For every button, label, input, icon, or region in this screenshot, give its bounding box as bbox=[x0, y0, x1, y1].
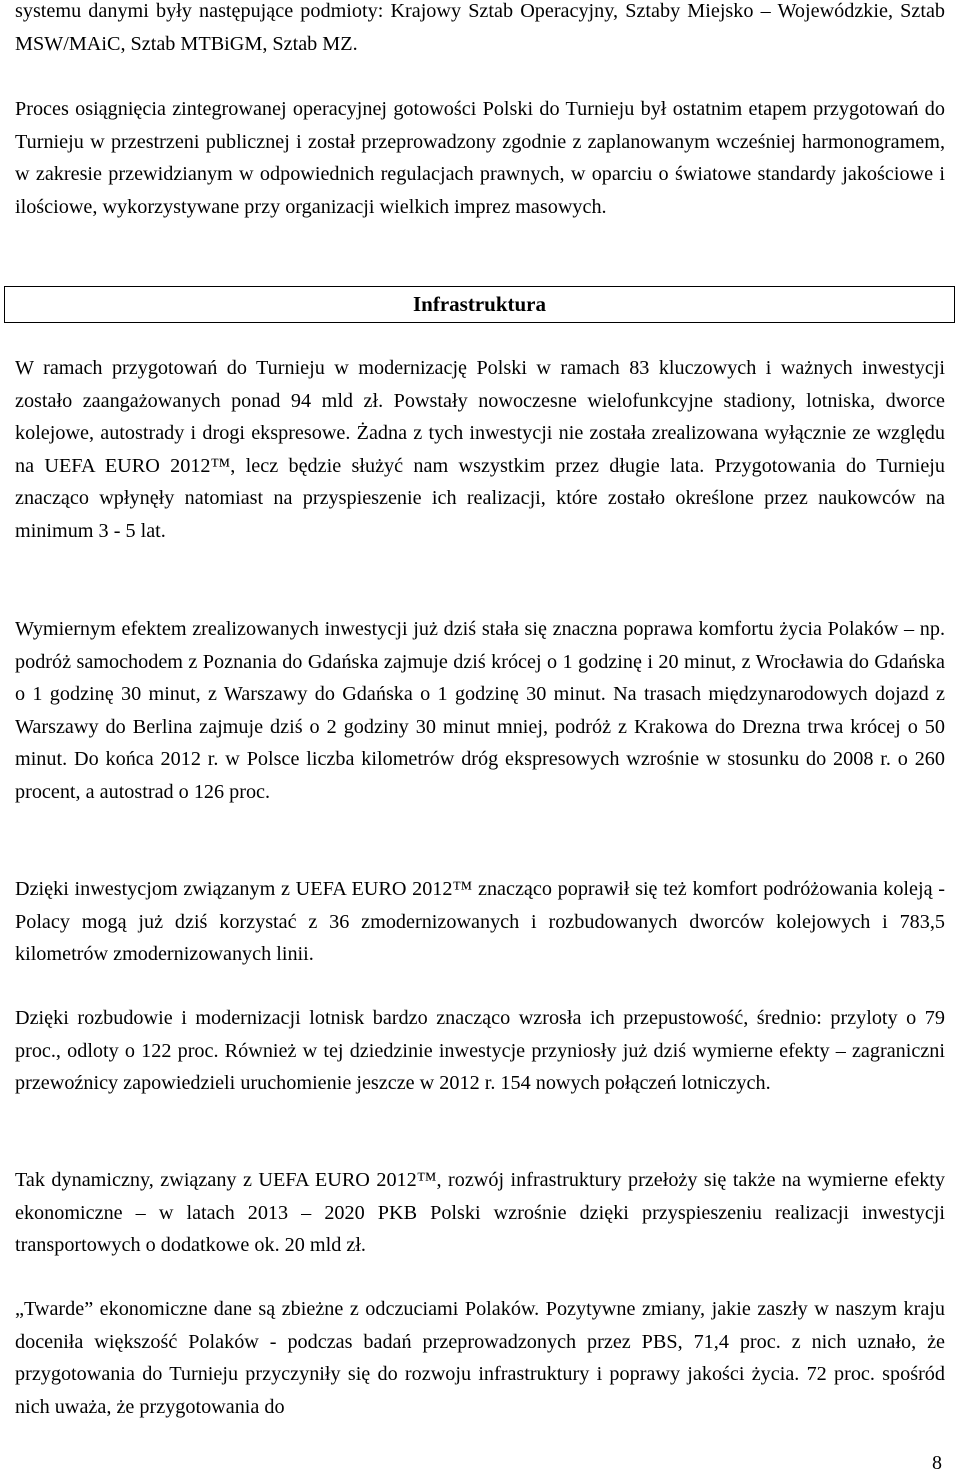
section-heading-box bbox=[4, 286, 955, 323]
paragraph-railways: Dzięki inwestycjom związanym z UEFA EURO 2012™ znacząco poprawił się też komfort podróżowania koleją - Polacy mogą już dziś korzystać z 36 zmodernizowanych i rozbudowanych dworców kolejowych i 783,5 kilometrów zmodernizowanych linii. bbox=[15, 878, 945, 966]
section-heading: Infrastruktura bbox=[412, 292, 546, 316]
paragraph-economy: Tak dynamiczny, związany z UEFA EURO 2012™, rozwój infrastruktury przełoży się także na wymierne efekty ekonomiczne – w latach 2013 – 2020 PKB Polski wzrośnie dzięki przyspieszeniu realizacji inwestycji transportowych o dodatkowe ok. 20 mld zł. bbox=[15, 1169, 945, 1257]
paragraph-travel-comfort: Wymiernym efektem zrealizowanych inwestycji już dziś stała się znaczna poprawa komfortu życia Polaków – np. podróż samochodem z Poznania do Gdańska zajmuje dziś krócej o 1 godzinę i 20 minut, z Wrocławia do Gdańska o 1 godzinę 30 minut, z Warszawy do Gdańska o 1 godzinę 30 minut. Na trasach międzynarodowych dojazd z Warszawy do Berlina zajmuje dziś o 2 godziny 30 minut mniej, podróż z Krakowa do Drezna trwa krócej o 50 minut. Do końca 2012 r. w Polsce liczba kilometrów dróg ekspresowych wzrośnie w stosunku do 2008 r. o 260 procent, a autostrad o 126 proc. bbox=[15, 618, 945, 803]
paragraph-airports: Dzięki rozbudowie i modernizacji lotnisk bardzo znacząco wzrosła ich przepustowość, średnio: przyloty o 79 proc., odloty o 122 proc. Również w tej dziedzinie inwestycje przyniosły już dziś wymierne efekty – zagraniczni przewoźnicy zapowiedzieli uruchomienie jeszcze w 2012 r. 154 nowych połączeń lotniczych. bbox=[15, 1007, 945, 1095]
paragraph-readiness: Proces osiągnięcia zintegrowanej operacyjnej gotowości Polski do Turnieju był ostatnim etapem przygotowań do Turnieju w przestrzeni publicznej i został przeprowadzony zgodnie z zaplanowanym wcześniej harmonogramem, w zakresie przewidzianym w odpowiednich regulacjach prawnych, w oparciu o światowe standardy jakościowe i ilościowe, wykorzystywane przy organizacji wielkich imprez masowych. bbox=[15, 98, 945, 218]
paragraph-investments: W ramach przygotowań do Turnieju w modernizację Polski w ramach 83 kluczowych i ważnych inwestycji zostało zaangażowanych ponad 94 mld zł. Powstały nowoczesne wielofunkcyjne stadiony, lotniska, dworce kolejowe, autostrady i drogi ekspresowe. Żadna z tych inwestycji nie została zrealizowana wyłącznie ze względu na UEFA EURO 2012™, lecz będzie służyć nam wszystkim przez długie lata. Przygotowania do Turnieju znacząco wpłynęły natomiast na przyspieszenie ich realizacji, które zostało określone przez naukowców na minimum 3 - 5 lat. bbox=[15, 357, 945, 542]
paragraph-public-opinion: „Twarde” ekonomiczne dane są zbieżne z odczuciami Polaków. Pozytywne zmiany, jakie zaszły w naszym kraju doceniła większość Polaków - podczas badań przeprowadzonych przez PBS, 71,4 proc. z nich uznało, że przygotowania do Turnieju przyczyniły się do rozwoju infrastruktury i poprawy jakości życia. 72 proc. spośród nich uważa, że przygotowania do bbox=[15, 1298, 945, 1418]
intro-paragraph: systemu danymi były następujące podmioty: Krajowy Sztab Operacyjny, Sztaby Miejsko – Wojewódzkie, Sztab MSW/MAiC, Sztab MTBiGM, Sztab MZ. bbox=[15, 0, 945, 55]
page-number: 8 bbox=[932, 1452, 942, 1474]
